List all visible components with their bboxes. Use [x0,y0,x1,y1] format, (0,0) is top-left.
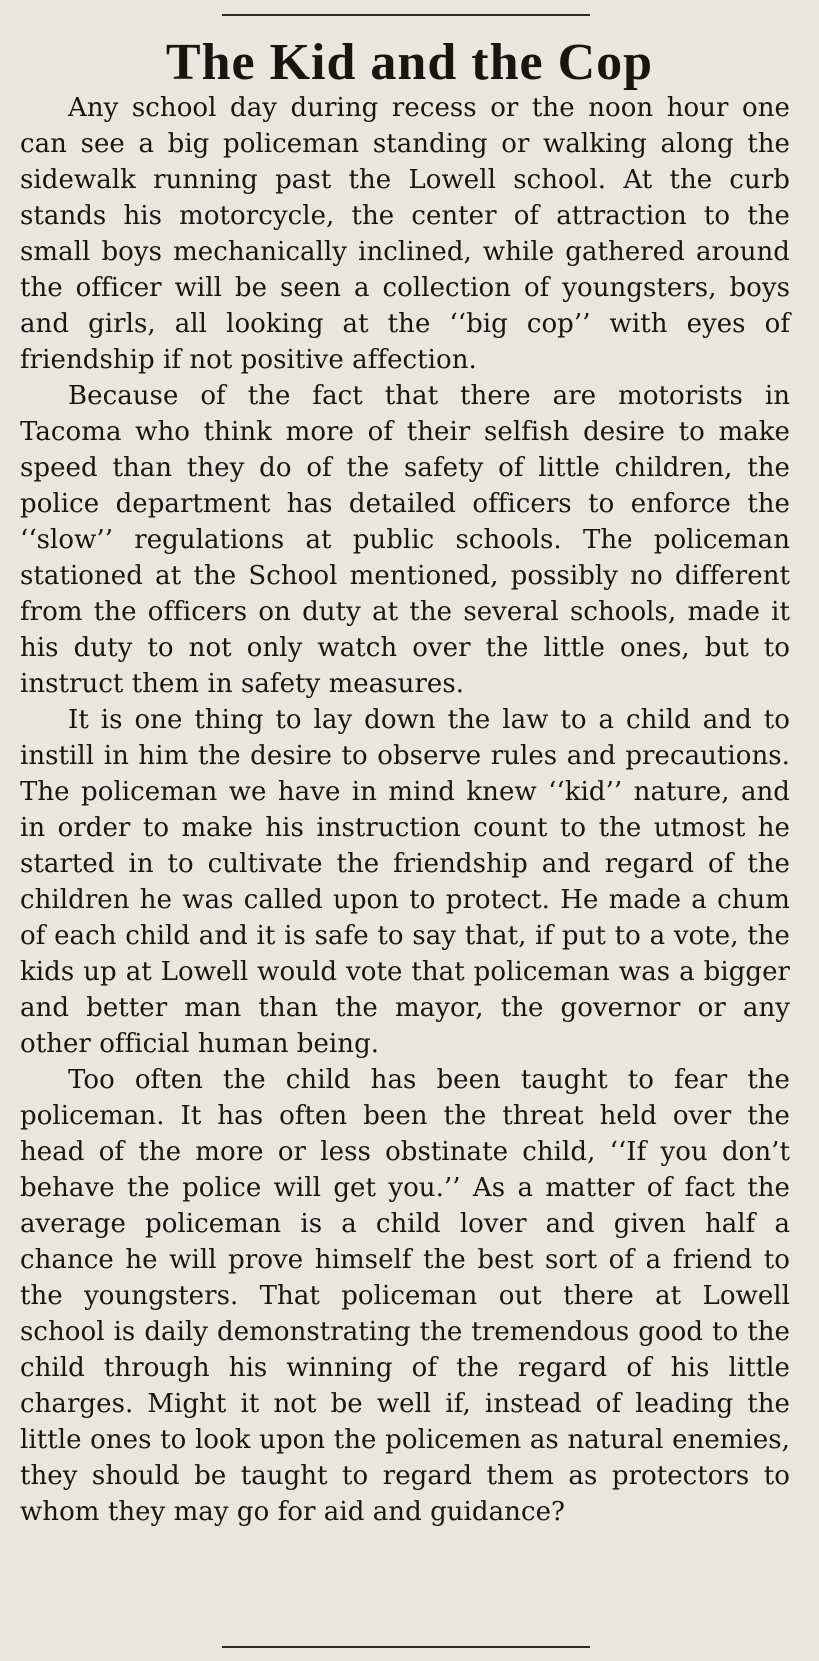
article-paragraph-2: Because of the fact that there are motorists in Tacoma who think more of their selfish desire to make speed than they do of the safety of little children, the police department has detailed officers to enforce the ‘‘slow’’ regulations at public schools. The policeman stationed at the School mentioned, possibly no different from the officers on duty at the several schools, made it his duty to not only watch over the little ones, but to instruct them in safety measures. [20,381,790,699]
article-paragraph-1: Any school day during recess or the noon hour one can see a big policeman standing or walking along the sidewalk running past the Lowell school. At the curb stands his motorcycle, the center of attraction to the small boys mechanically inclined, while gathered around the officer will be seen a collection of youngsters, boys and girls, all looking at the ‘‘big cop’’ with eyes of friendship if not positive affection. [20,93,790,375]
article-body [20,90,790,1530]
article-paragraph-4: Too often the child has been taught to fear the policeman. It has often been the threat held over the head of the more or less obstinate child, ‘‘If you don’t behave the police will get you.’’ As a matter of fact the average policeman is a child lover and given half a chance he will prove himself the best sort of a friend to the youngsters. That policeman out there at Lowell school is daily demonstrating the tremendous good to the child through his winning of the regard of his little charges. Might it not be well if, instead of leading the little ones to look upon the policemen as natural enemies, they should be taught to regard them as protectors to whom they may go for aid and guidance? [20,1065,790,1527]
bottom-rule [222,1646,590,1648]
article-paragraph-3: It is one thing to lay down the law to a child and to instill in him the desire to observe rules and precautions. The policeman we have in mind knew ‘‘kid’’ nature, and in order to make his instruction count to the utmost he started in to cultivate the friendship and regard of the children he was called upon to protect. He made a chum of each child and it is safe to say that, if put to a vote, the kids up at Lowell would vote that policeman was a bigger and better man than the mayor, the governor or any other official human being. [20,705,790,1059]
top-rule [222,14,590,16]
article-headline: The Kid and the Cop [165,34,654,91]
